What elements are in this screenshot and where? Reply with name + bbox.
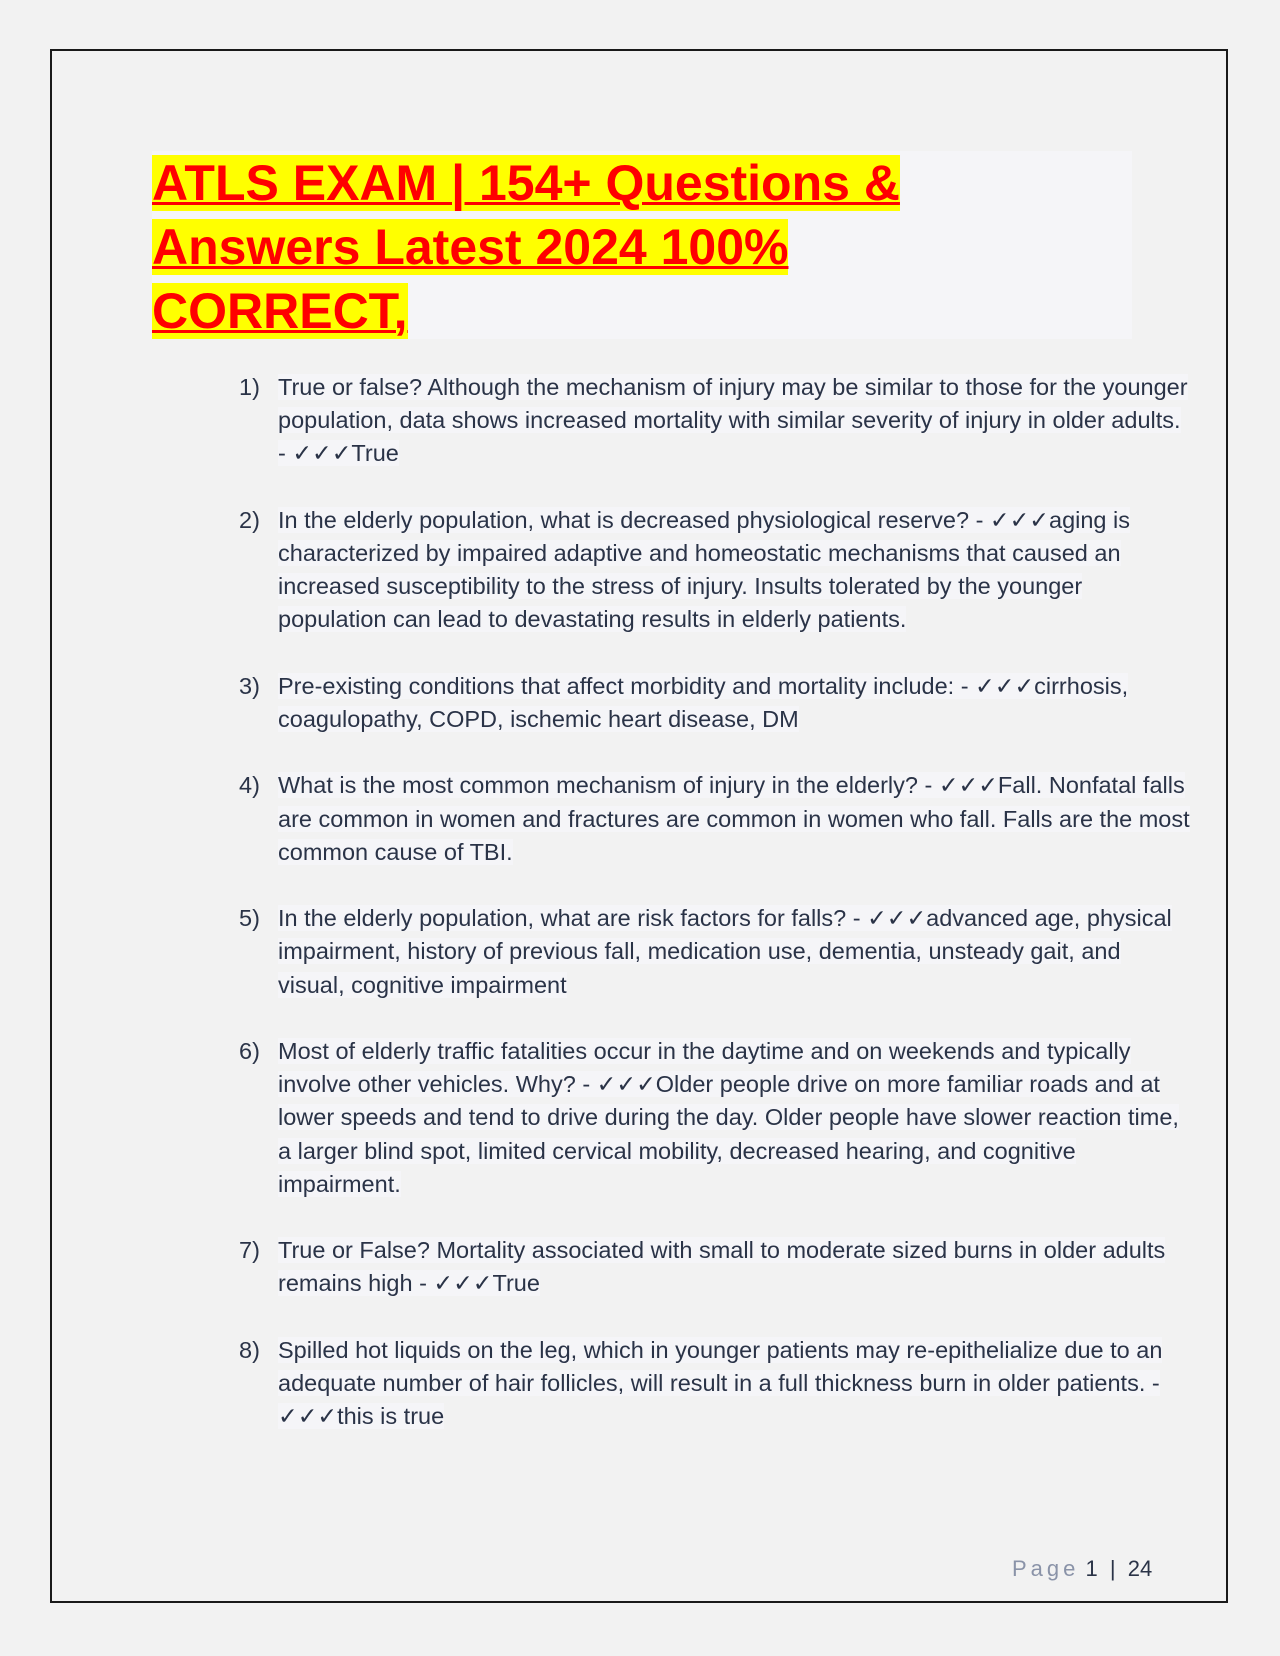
list-item	[190, 371, 1190, 471]
list-item	[190, 504, 1190, 637]
title-line-2: Answers Latest 2024 100%	[152, 219, 789, 275]
document-page	[50, 49, 1228, 1603]
document-title	[152, 151, 1132, 343]
question-list	[190, 371, 1190, 1467]
list-item	[190, 1035, 1190, 1201]
question-number: 6)	[239, 1037, 260, 1064]
question-text: In the elderly population, what is decreased physiological reserve? - ✓✓✓aging is characterized by impaired adaptive and homeostatic mechanisms that caused an increased susceptibility to the stress of injury. Insults tolerated by the younger population can lead to devastating results in elderly patients.	[278, 506, 1131, 633]
title-block	[152, 151, 1132, 339]
question-text: Spilled hot liquids on the leg, which in younger patients may re-epithelialize due to an adequate number of hair follicles, will result in a full thickness burn in older patients. - ✓✓✓this is true	[278, 1336, 1163, 1430]
list-item	[190, 1234, 1190, 1300]
question-text: In the elderly population, what are risk factors for falls? - ✓✓✓advanced age, physical impairment, history of previous fall, medication use, dementia, unsteady gait, and visual, cognitive impairment	[278, 905, 1172, 998]
current-page-number: 1	[1085, 1556, 1098, 1581]
page-separator: |	[1109, 1556, 1116, 1581]
title-line-1: ATLS EXAM | 154+ Questions &	[152, 155, 900, 211]
question-text: Most of elderly traffic fatalities occur in the daytime and on weekends and typically involve other vehicles. Why? - ✓✓✓Older people drive on more familiar roads and at lower speeds and tend to drive during the day. Older people have slower reaction time, a larger blind spot, limited cervical mobility, decreased hearing, and cognitive impairment.	[278, 1037, 1179, 1197]
question-text: What is the most common mechanism of injury in the elderly? - ✓✓✓Fall. Nonfatal falls are common in women and fractures are common in women who fall. Falls are the most common cause of TBI.	[278, 772, 1190, 865]
question-number: 3)	[239, 672, 260, 699]
title-line-3: CORRECT,	[152, 283, 408, 339]
question-number: 7)	[239, 1237, 260, 1264]
total-pages: 24	[1127, 1556, 1153, 1581]
question-text: Pre-existing conditions that affect morbidity and mortality include: - ✓✓✓cirrhosis, coagulopathy, COPD, ischemic heart disease, DM	[278, 672, 1129, 732]
list-item	[190, 670, 1190, 736]
question-text: True or false? Although the mechanism of injury may be similar to those for the younger population, data shows increased mortality with similar severity of injury in older adults. - ✓✓✓True	[278, 374, 1188, 467]
list-item	[190, 769, 1190, 869]
question-number: 1)	[239, 374, 260, 400]
list-item	[190, 902, 1190, 1002]
question-number: 4)	[239, 772, 260, 799]
page-footer	[1012, 1556, 1152, 1582]
question-text: True or False? Mortality associated with small to moderate sized burns in older adults remains high - ✓✓✓True	[278, 1237, 1166, 1297]
list-item	[190, 1334, 1190, 1434]
question-number: 2)	[239, 506, 260, 533]
question-number: 5)	[239, 905, 260, 932]
question-number: 8)	[239, 1336, 260, 1363]
page-label: Page	[1012, 1556, 1080, 1581]
